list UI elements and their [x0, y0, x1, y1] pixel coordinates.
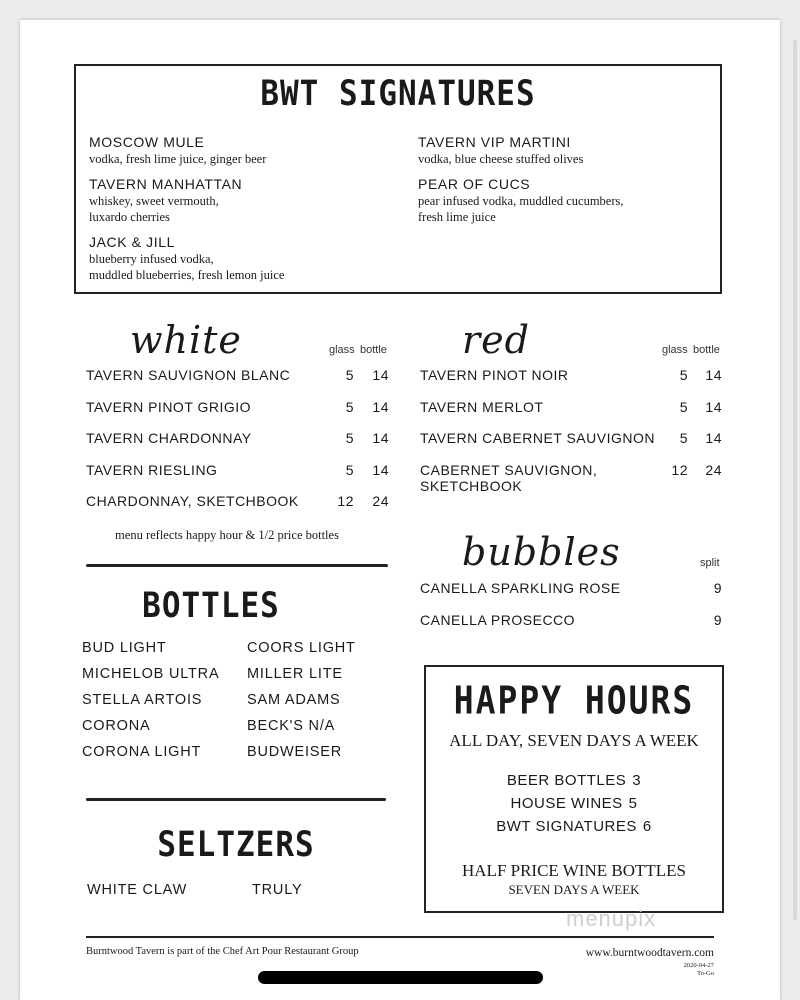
- happy-hours-item-price: 3: [632, 772, 642, 789]
- drink-item: [89, 234, 399, 283]
- drink-desc: vodka, blue cheese stuffed olives: [418, 152, 584, 166]
- drink-name: JACK & JILL: [89, 234, 175, 250]
- wine-row: [86, 493, 390, 525]
- bubbles-heading: bubbles: [462, 530, 621, 574]
- wine-row: [86, 430, 390, 462]
- bubbles-split-header: split: [700, 557, 720, 569]
- seltzers-title: SELTZERS: [157, 824, 315, 866]
- wine-bottle-price: 14: [372, 367, 389, 383]
- divider: [86, 798, 386, 801]
- wine-glass-price: 12: [671, 461, 688, 478]
- wine-row: [86, 399, 390, 431]
- wine-name: CANELLA PROSECCO: [420, 611, 576, 628]
- drink-item: [418, 134, 728, 167]
- wine-row: [420, 462, 724, 498]
- wine-name: TAVERN SAUVIGNON BLANC: [86, 367, 291, 383]
- wine-bottle-price: 14: [705, 398, 722, 415]
- happy-hours-item: [426, 795, 722, 812]
- wine-row: [86, 367, 390, 399]
- signatures-title: BWT SIGNATURES: [260, 73, 536, 115]
- drink-desc: pear infused vodka, muddled cucumbers, fresh lime juice: [418, 194, 624, 224]
- signatures-left-column: [89, 134, 399, 292]
- happy-hours-subtitle: ALL DAY, SEVEN DAYS A WEEK: [449, 731, 699, 750]
- wine-bottle-price: 24: [372, 493, 389, 509]
- wine-glass-price: 5: [345, 461, 354, 478]
- wine-glass-price: 12: [337, 493, 354, 509]
- footer-date: [684, 962, 714, 978]
- wine-name: TAVERN MERLOT: [420, 398, 544, 415]
- drink-name: TAVERN MANHATTAN: [89, 176, 243, 192]
- wine-glass-price: 5: [679, 430, 688, 446]
- wine-split-price: 9: [713, 580, 722, 596]
- wine-glass-price: 5: [345, 430, 354, 446]
- happy-hours-item-price: 5: [628, 795, 638, 812]
- beer-item: SAM ADAMS: [247, 692, 341, 708]
- seltzer-item: TRULY: [252, 882, 303, 898]
- footer-group-note: Burntwood Tavern is part of the Chef Art Pour Restaurant Group: [86, 946, 359, 957]
- white-bottle-header: bottle: [360, 344, 387, 356]
- drink-name: MOSCOW MULE: [89, 134, 205, 150]
- wine-bottle-price: 14: [705, 367, 722, 383]
- footer-divider: [86, 936, 714, 938]
- wine-row: [420, 367, 724, 399]
- footer-website-link[interactable]: www.burntwoodtavern.com: [585, 947, 714, 959]
- wine-glass-price: 5: [345, 398, 354, 415]
- white-wine-list: [86, 367, 390, 525]
- wine-bottle-price: 24: [705, 461, 722, 478]
- beer-item: BUDWEISER: [247, 744, 343, 760]
- home-indicator[interactable]: [258, 971, 543, 984]
- wine-bottle-price: 14: [372, 398, 389, 415]
- drink-item: [418, 176, 728, 225]
- bottles-title: BOTTLES: [142, 585, 280, 627]
- beer-item: BECK'S N/A: [247, 718, 336, 734]
- happy-hours-box: [424, 665, 724, 913]
- red-bottle-header: bottle: [693, 344, 720, 356]
- seltzer-item: WHITE CLAW: [87, 882, 188, 898]
- beer-item: CORONA LIGHT: [82, 744, 202, 760]
- wine-row: [86, 462, 390, 494]
- drink-desc: blueberry infused vodka, muddled blueberries, fresh lemon juice: [89, 252, 285, 282]
- wine-name: TAVERN CHARDONNAY: [86, 430, 252, 446]
- half-price-wine: HALF PRICE WINE BOTTLES: [462, 861, 686, 880]
- drink-item: [89, 176, 399, 225]
- beer-item: MICHELOB ULTRA: [82, 666, 220, 682]
- wine-glass-price: 5: [345, 367, 354, 383]
- signatures-box: [74, 64, 722, 294]
- happy-hour-note: menu reflects happy hour & 1/2 price bottles: [115, 528, 339, 542]
- drink-desc: whiskey, sweet vermouth, luxardo cherries: [89, 194, 219, 224]
- happy-hours-item-price: 6: [642, 818, 652, 835]
- wine-name: TAVERN RIESLING: [86, 461, 218, 478]
- beer-item: BUD LIGHT: [82, 640, 167, 656]
- watermark: menupix: [566, 906, 657, 931]
- wine-bottle-price: 14: [705, 430, 722, 446]
- red-wine-list: [420, 367, 724, 498]
- happy-hours-title: HAPPY HOURS: [453, 678, 695, 723]
- divider: [86, 564, 388, 567]
- half-price-days: SEVEN DAYS A WEEK: [508, 882, 640, 897]
- wine-bottle-price: 14: [372, 430, 389, 446]
- wine-name: TAVERN PINOT GRIGIO: [86, 398, 252, 415]
- red-glass-header: glass: [662, 344, 688, 356]
- white-heading: white: [130, 318, 242, 362]
- wine-name: TAVERN CABERNET SAUVIGNON: [420, 430, 655, 446]
- happy-hours-item-label: HOUSE WINES: [510, 795, 623, 812]
- wine-name: CANELLA SPARKLING ROSE: [420, 580, 621, 596]
- beer-item: MILLER LITE: [247, 666, 343, 682]
- drink-item: [89, 134, 399, 167]
- drink-name: PEAR OF CUCS: [418, 176, 531, 192]
- wine-split-price: 9: [713, 611, 722, 628]
- happy-hours-item-label: BWT SIGNATURES: [496, 818, 637, 835]
- white-glass-header: glass: [329, 344, 355, 356]
- drink-name: TAVERN VIP MARTINI: [418, 134, 571, 150]
- happy-hours-item: [426, 818, 722, 835]
- wine-row: [420, 580, 724, 612]
- wine-glass-price: 5: [679, 398, 688, 415]
- scrollbar[interactable]: [793, 40, 797, 920]
- beer-item: COORS LIGHT: [247, 640, 356, 656]
- wine-name: TAVERN PINOT NOIR: [420, 367, 569, 383]
- footer-date-value: 2020-04-27: [683, 962, 714, 969]
- beer-item: STELLA ARTOIS: [82, 692, 203, 708]
- wine-name: CABERNET SAUVIGNON, SKETCHBOOK: [420, 461, 598, 494]
- wine-bottle-price: 14: [372, 461, 389, 478]
- signatures-right-column: [418, 134, 728, 234]
- wine-row: [420, 399, 724, 431]
- bubbles-list: [420, 580, 724, 643]
- wine-row: [420, 612, 724, 644]
- wine-glass-price: 5: [679, 367, 688, 383]
- footer-tag: To-Go: [697, 970, 714, 977]
- drink-desc: vodka, fresh lime juice, ginger beer: [89, 152, 267, 166]
- wine-name: CHARDONNAY, SKETCHBOOK: [86, 493, 299, 509]
- beer-item: CORONA: [82, 718, 151, 734]
- happy-hours-item-label: BEER BOTTLES: [506, 772, 627, 789]
- happy-hours-item: [426, 772, 722, 789]
- red-heading: red: [462, 318, 530, 362]
- wine-row: [420, 430, 724, 462]
